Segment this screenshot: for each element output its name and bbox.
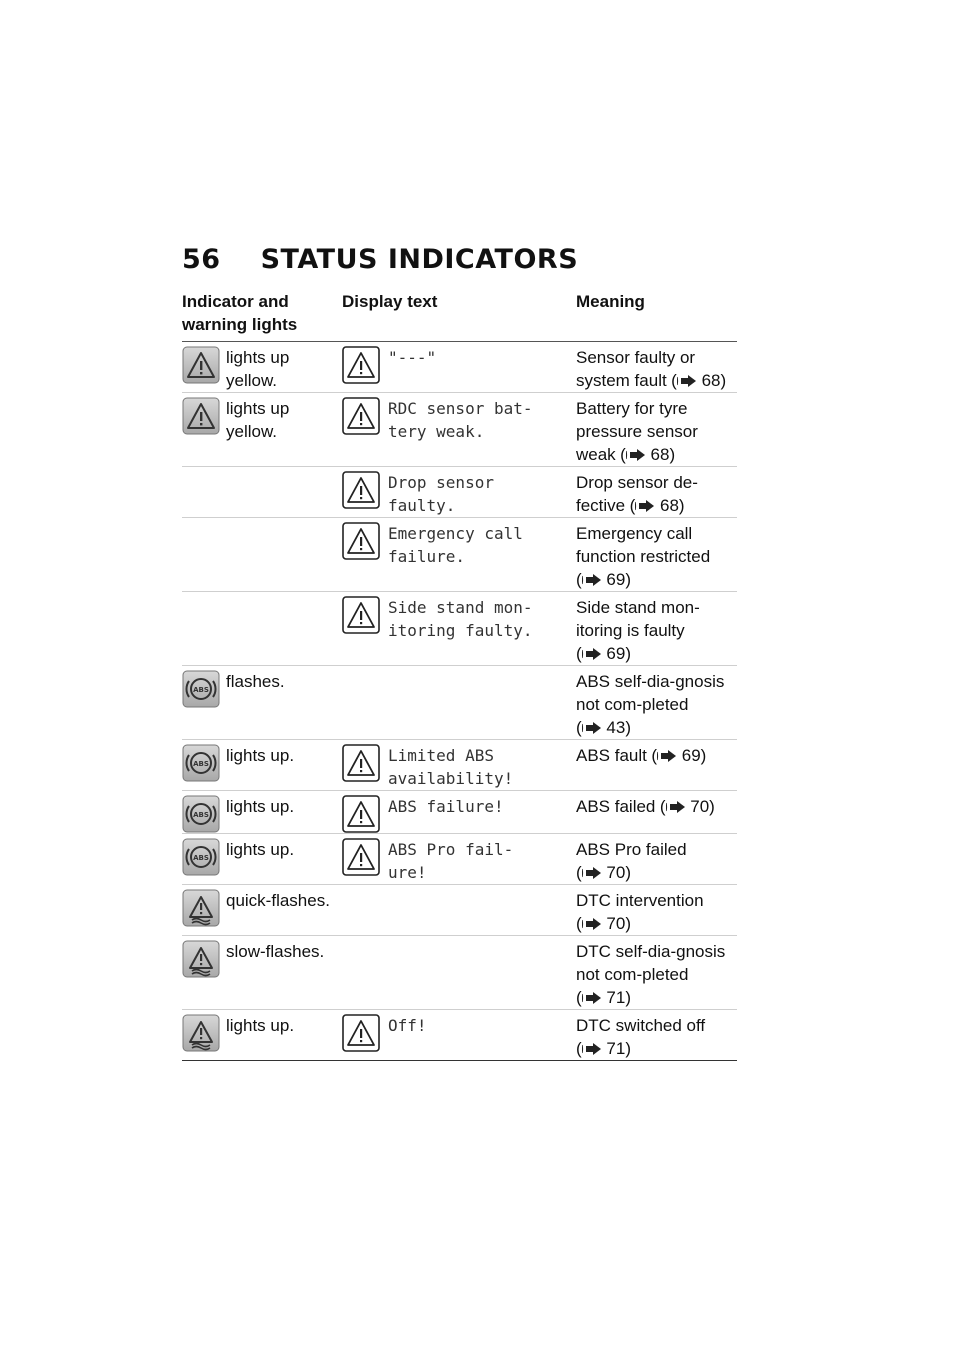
dtc-icon xyxy=(182,1014,220,1052)
page-reference-number: 68) xyxy=(701,371,727,390)
abs-icon xyxy=(182,838,220,876)
table-row xyxy=(182,518,737,592)
page-reference-link[interactable]: ( 70) xyxy=(659,797,715,816)
page-reference-number: 70) xyxy=(606,914,631,933)
table-row xyxy=(182,467,737,518)
indicator-cell xyxy=(182,1014,342,1060)
page-reference-number: 71) xyxy=(606,1039,631,1058)
page-reference-number: 70) xyxy=(606,863,631,882)
dtc-icon xyxy=(182,889,220,927)
page-reference-number: 69) xyxy=(606,644,631,663)
indicator-cell xyxy=(182,522,342,591)
header-meaning: Meaning xyxy=(576,292,645,311)
page-reference-number: 70) xyxy=(690,797,715,816)
display-warning-icon xyxy=(342,346,380,384)
meaning-cell xyxy=(576,940,737,1009)
display-warning-icon xyxy=(342,522,380,560)
svg-text:ABS: ABS xyxy=(193,760,209,768)
display-cell xyxy=(342,940,576,1009)
display-warning-icon xyxy=(342,397,380,435)
indicator-state: lights up. xyxy=(226,840,295,859)
page-reference-number: 69) xyxy=(681,746,707,765)
indicator-state: lights up. xyxy=(226,797,295,816)
indicator-state: quick-flashes. xyxy=(226,891,330,910)
page-reference-link[interactable]: ( 71) xyxy=(576,1039,631,1058)
indicator-state: lights up. xyxy=(226,1016,295,1035)
page-reference-number: 71) xyxy=(606,988,631,1007)
display-cell xyxy=(342,596,576,665)
display-cell xyxy=(342,838,576,884)
svg-text:ABS: ABS xyxy=(193,686,209,694)
display-text: ABS Pro fail- ure! xyxy=(388,840,514,882)
table-row xyxy=(182,885,737,936)
display-cell xyxy=(342,744,576,790)
status-indicator-table xyxy=(182,290,737,1061)
abs-icon xyxy=(182,670,220,708)
meaning-text: ABS failed xyxy=(576,797,656,816)
meaning-cell xyxy=(576,670,737,739)
page-reference-link[interactable]: ( 70) xyxy=(576,863,631,882)
header-display-text: Display text xyxy=(342,292,438,311)
indicator-cell xyxy=(182,795,342,833)
meaning-cell xyxy=(576,346,737,392)
display-warning-icon xyxy=(342,744,380,782)
dtc-icon xyxy=(182,940,220,978)
meaning-cell xyxy=(576,471,737,517)
page-reference-number: 69) xyxy=(606,570,631,589)
indicator-cell xyxy=(182,670,342,739)
meaning-text: DTC switched off xyxy=(576,1016,706,1035)
warning-triangle-icon xyxy=(182,397,220,435)
indicator-state: slow-flashes. xyxy=(226,942,325,961)
page-reference-link[interactable]: ( 69) xyxy=(651,746,707,765)
abs-icon xyxy=(182,744,220,782)
page-reference-link[interactable]: ( 68) xyxy=(671,371,727,390)
display-cell xyxy=(342,346,576,392)
display-text: Emergency call failure. xyxy=(388,524,523,566)
table-row xyxy=(182,740,737,791)
meaning-text: DTC intervention xyxy=(576,891,704,910)
display-cell xyxy=(342,522,576,591)
meaning-text: Emergency call function restricted xyxy=(576,524,711,566)
meaning-text: Drop sensor de-fective xyxy=(576,473,698,515)
meaning-cell xyxy=(576,744,737,790)
indicator-state: lights up yellow. xyxy=(226,348,290,390)
page-title xyxy=(182,240,578,280)
page-heading: STATUS INDICATORS xyxy=(260,244,579,275)
meaning-text: Side stand mon-itoring is faulty xyxy=(576,598,700,640)
display-warning-icon xyxy=(342,838,380,876)
page-number: 56 xyxy=(182,244,221,275)
meaning-cell xyxy=(576,1014,737,1060)
table-row xyxy=(182,393,737,467)
page-reference-link[interactable]: ( 43) xyxy=(576,718,631,737)
display-warning-icon xyxy=(342,795,380,833)
display-text: ABS failure! xyxy=(388,797,504,816)
warning-triangle-icon xyxy=(182,346,220,384)
svg-text:ABS: ABS xyxy=(193,811,209,819)
table-header xyxy=(182,290,737,342)
display-text: Off! xyxy=(388,1016,427,1035)
indicator-cell xyxy=(182,838,342,884)
indicator-cell xyxy=(182,397,342,466)
header-indicator: Indicator and warning lights xyxy=(182,292,298,334)
indicator-cell xyxy=(182,346,342,392)
display-text: "---" xyxy=(388,348,437,367)
table-row xyxy=(182,592,737,666)
page-reference-link[interactable]: ( 68) xyxy=(629,496,685,515)
meaning-cell xyxy=(576,795,737,833)
page-reference-link[interactable]: ( 70) xyxy=(576,914,631,933)
table-row xyxy=(182,342,737,393)
meaning-cell xyxy=(576,889,737,935)
meaning-cell xyxy=(576,397,737,466)
indicator-cell xyxy=(182,596,342,665)
table-row xyxy=(182,666,737,740)
display-warning-icon xyxy=(342,596,380,634)
table-row xyxy=(182,834,737,885)
indicator-state: lights up. xyxy=(226,746,295,765)
display-cell xyxy=(342,471,576,517)
meaning-cell xyxy=(576,838,737,884)
table-row xyxy=(182,1010,737,1061)
display-cell xyxy=(342,397,576,466)
display-cell xyxy=(342,1014,576,1060)
display-cell xyxy=(342,889,576,935)
page-reference-link[interactable]: ( 68) xyxy=(620,445,676,464)
table-row xyxy=(182,791,737,834)
meaning-text: ABS self-dia-gnosis not com-pleted xyxy=(576,672,725,714)
indicator-state: lights up yellow. xyxy=(226,399,290,441)
meaning-text: Battery for tyre pressure sensor weak xyxy=(576,399,698,464)
display-text: RDC sensor bat- tery weak. xyxy=(388,399,533,441)
page-reference-link[interactable]: ( 71) xyxy=(576,988,631,1007)
page-reference-number: 68) xyxy=(650,445,676,464)
page-reference-link[interactable]: ( 69) xyxy=(576,570,631,589)
meaning-cell xyxy=(576,596,737,665)
display-cell xyxy=(342,670,576,739)
table-body xyxy=(182,342,737,1061)
indicator-cell xyxy=(182,744,342,790)
display-text: Drop sensor faulty. xyxy=(388,473,494,515)
page-reference-number: 43) xyxy=(606,718,631,737)
abs-icon xyxy=(182,795,220,833)
table-row xyxy=(182,936,737,1010)
meaning-text: ABS Pro failed xyxy=(576,840,687,859)
display-text: Limited ABS availability! xyxy=(388,746,514,788)
display-warning-icon xyxy=(342,471,380,509)
page-reference-link[interactable]: ( 69) xyxy=(576,644,631,663)
display-text: Side stand mon- itoring faulty. xyxy=(388,598,533,640)
indicator-cell xyxy=(182,940,342,1009)
meaning-text: DTC self-dia-gnosis not com-pleted xyxy=(576,942,726,984)
indicator-state: flashes. xyxy=(226,672,285,691)
meaning-text: Sensor faulty or system fault xyxy=(576,348,696,390)
indicator-cell xyxy=(182,471,342,517)
indicator-cell xyxy=(182,889,342,935)
page-reference-number: 68) xyxy=(660,496,685,515)
meaning-text: ABS fault xyxy=(576,746,647,765)
meaning-cell xyxy=(576,522,737,591)
display-warning-icon xyxy=(342,1014,380,1052)
display-cell xyxy=(342,795,576,833)
svg-text:ABS: ABS xyxy=(193,854,209,862)
